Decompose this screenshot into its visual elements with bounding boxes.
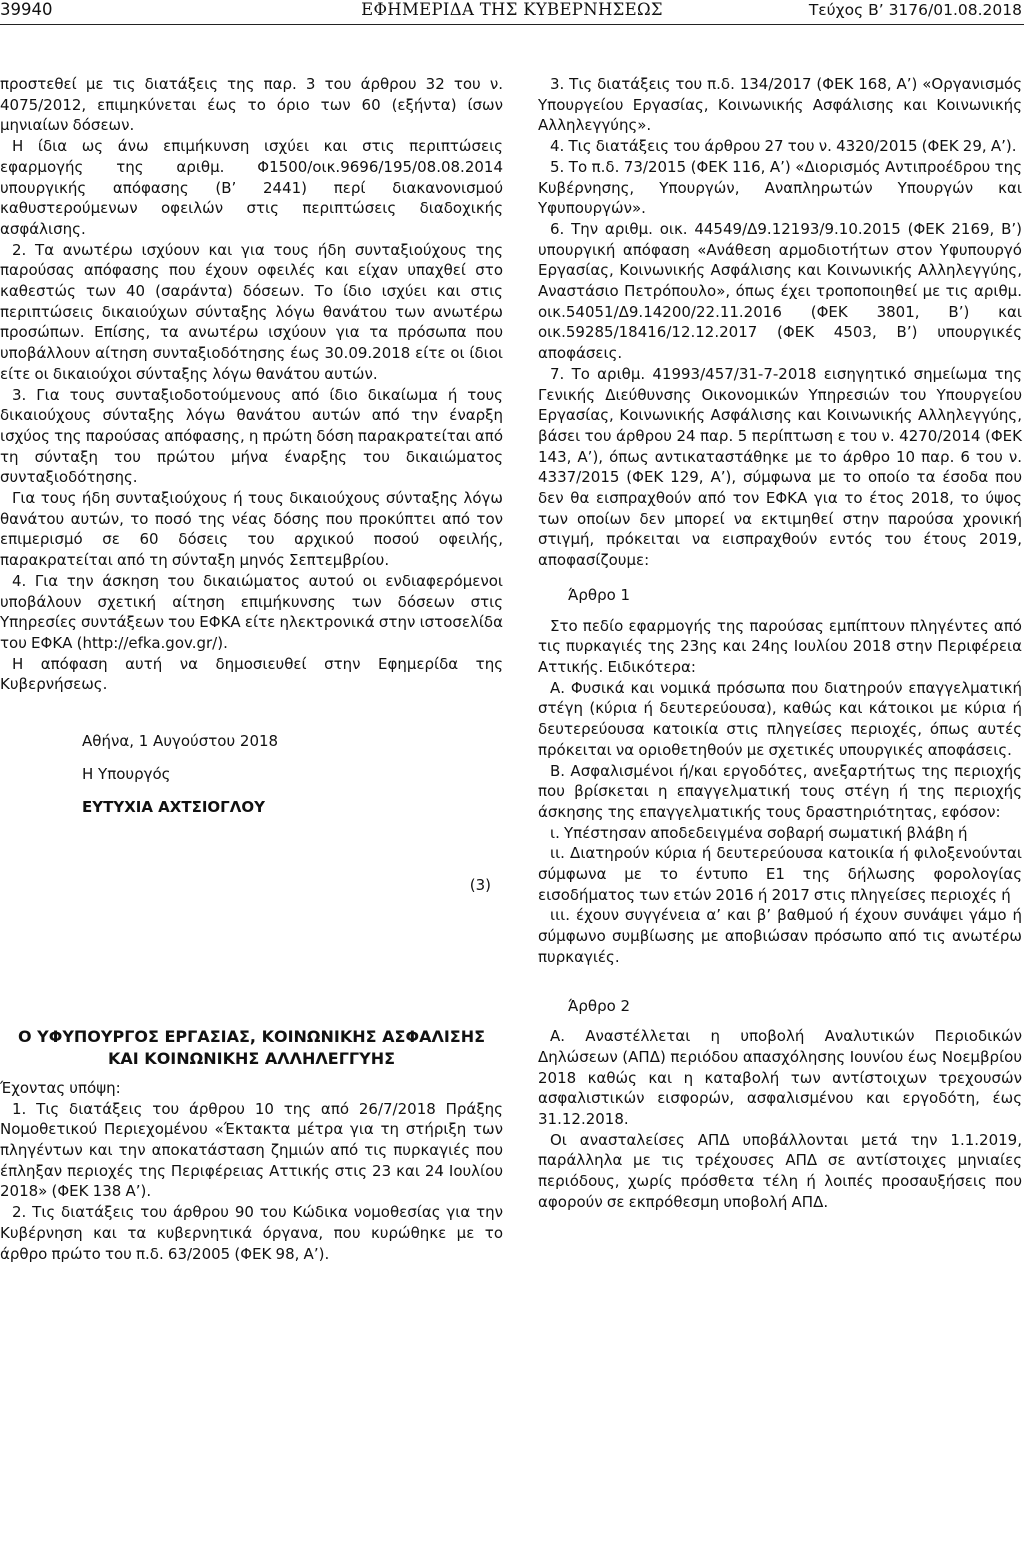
list-item: ιι. Διατηρούν κύρια ή δευτερεύουσα κατοικία ή φιλοξενούνται σύμφωνα με το έντυπο Ε1 της δήλωσης φορολογίας εισοδήματος των ετών 2016 ή 2017 στις πληγείσες περιοχές ή [538,844,1022,904]
paragraph: Β. Ασφαλισμένοι ή/και εργοδότες, ανεξαρτήτως της περιοχής που βρίσκεται η επαγγελματική τους στέγη ή της περιοχής άσκησης της επαγγελματικής τους δραστηριότητας, εφόσον: [538,761,1022,821]
recital-item: 4. Τις διατάξεις του άρθρου 27 του ν. 4320/2015 (ΦΕΚ 29, Α’). [550,137,1017,156]
paragraph: Οι ανασταλείσες ΑΠΔ υποβάλλονται μετά την 1.1.2019, παράλληλα με τις τρέχουσες ΑΠΔ σε αντίστοιχες μηνιαίες περιόδους, χωρίς πρόσθετα τέλη ή λοιπές προσαυξήσεις που αφορούν σε εκπρόθεσμη υποβολή ΑΠΔ. [538,1130,1022,1211]
recital-item: 2. Τις διατάξεις του άρθρου 90 του Κώδικα νομοθεσίας για την Κυβέρνηση και τα κυβερνητικά όργανα, που κυρώθηκε με το άρθρο πρώτο του π.δ. 63/2005 (ΦΕΚ 98, Α’). [0,1203,503,1263]
paragraph: Η ίδια ως άνω επιμήκυνση ισχύει και στις περιπτώσεις εφαρμογής της αριθμ. Φ1500/οικ.9696/195/08.08.2014 υπουργικής απόφασης (Β’ 2441) περί διακανονισμού καθυστερούμενων οφειλών στις περιπτώσεις διαδοχικής ασφάλισης. [0,137,503,238]
paragraph: Α. Αναστέλλεται η υποβολή Αναλυτικών Περιοδικών Δηλώσεων (ΑΠΔ) περιόδου απασχόλησης Ιουνίου έως Νοεμβρίου 2018 καθώς και η καταβολή των αντίστοιχων τρεχουσών ασφαλιστικών εισφορών, ασφαλισμένου και εργοδότη, έως 31.12.2018. [538,1027,1022,1129]
paragraph: Η απόφαση αυτή να δημοσιευθεί στην Εφημερίδα της Κυβερνήσεως. [0,654,503,694]
recital-item: 5. Το π.δ. 73/2015 (ΦΕΚ 116, Α’) «Διορισμός Αντιπροέδρου της Κυβέρνησης, Υπουργών, Αναπληρωτών Υπουργών και Υφυπουργών». [538,157,1022,218]
signature-role: Η Υπουργός [82,764,171,783]
article-1-title: Άρθρο 1 [568,585,631,604]
paragraph: 4. Για την άσκηση του δικαιώματος αυτού οι ενδιαφερόμενοι υποβάλουν σχετική αίτηση επιμήκυνσης των δόσεων στις Υπηρεσίες συντάξεων του ΕΦΚΑ είτε ηλεκτρονικά στην ιστοσελίδα του ΕΦΚΑ (http://efka.gov.gr/). [0,571,503,652]
left-column [0,74,503,1264]
paragraph: Α. Φυσικά και νομικά πρόσωπα που διατηρούν επαγγελματική στέγη (κύρια ή δευτερεύουσα), καθώς και κάτοικοι με κύρια ή δευτερεύουσα κατοικία στις πληγείσες περιοχές, όπως αυτές πρόκειται να οριοθετηθούν με σχετικές υπουργικές αποφάσεις. [538,678,1022,759]
paragraph: Για τους ήδη συνταξιούχους ή τους δικαιούχους σύνταξης λόγω θανάτου αυτών, το ποσό της νέας δόσης που προκύπτει από τον επιμερισμό σε 60 δόσεις του αρχικού ποσού οφειλής, παρακρατείται από τη σύνταξη μηνός Σεπτεμβρίου. [0,489,503,570]
having-regard-label: Έχοντας υπόψη: [0,1078,121,1097]
paragraph: προστεθεί με τις διατάξεις της παρ. 3 του άρθρου 32 του ν. 4075/2012, επιμηκύνεται έως το όριο των 60 (εξήντα) ίσων μηνιαίων δόσεων. [0,75,503,135]
recital-item: 3. Τις διατάξεις του π.δ. 134/2017 (ΦΕΚ 168, Α’) «Οργανισμός Υπουργείου Εργασίας, Κοινωνικής Ασφάλισης και Κοινωνικής Αλληλεγγύης». [538,75,1022,135]
paragraph: Στο πεδίο εφαρμογής της παρούσας εμπίπτουν πληγέντες από τις πυρκαγιές της 23ης και 24ης Ιουλίου 2018 στην Περιφέρεια Αττικής. Ειδικότερα: [538,616,1022,676]
list-item: ιιι. έχουν συγγένεια α’ και β’ βαθμού ή έχουν συνάψει γάμο ή σύμφωνο συμβίωσης με αποβιώσαν πρόσωπο από τις ανωτέρω πυρκαγιές. [538,906,1022,966]
section-heading: Ο ΥΦΥΠΟΥΡΓΟΣ ΕΡΓΑΣΙΑΣ, ΚΟΙΝΩΝΙΚΗΣ ΑΣΦΑΛΙΣΗΣ ΚΑΙ ΚΟΙΝΩΝΙΚΗΣ ΑΛΛΗΛΕΓΓΥΗΣ [17,1026,486,1068]
right-column [538,74,1022,1213]
signature-block [82,731,503,817]
paragraph: 2. Τα ανωτέρω ισχύουν και για τους ήδη συνταξιούχους της παρούσας απόφασης που έχουν οφειλές και είχαν υπαχθεί στο καθεστώς των 40 (σαράντα) δόσεων. Το ίδιο ισχύει και στις περιπτώσεις δικαιούχων σύνταξης λόγω θανάτου των ανωτέρω προσώπων. Επίσης, τα ανωτέρω ισχύουν για τα πρόσωπα που υποβάλλουν αίτηση συνταξιοδότησης έως 30.09.2018 είτε οι ίδιοι είτε οι δικαιούχοι σύνταξης λόγω θανάτου αυτών. [0,240,503,383]
recital-item: 1. Τις διατάξεις του άρθρου 10 της από 26/7/2018 Πράξης Νομοθετικού Περιεχομένου «Έκτακτα μέτρα για τη στήριξη των πληγέντων και την αποκατάσταση ζημιών από τις πυρκαγιές που έπληξαν περιοχές της Περιφέρειας Αττικής στις 23 και 24 Ιουλίου 2018» (ΦΕΚ 138 Α’). [0,1099,503,1201]
signature-name: ΕΥΤΥΧΙΑ ΑΧΤΣΙΟΓΛΟΥ [82,797,265,816]
page-header [0,0,1024,22]
page-number: 39940 [0,0,53,19]
issue-number: Τεύχος Β’ 3176/01.08.2018 [808,1,1022,19]
list-item: ι. Υπέστησαν αποδεδειγμένα σοβαρή σωματική βλάβη ή [550,823,968,842]
recital-item: 6. Την αριθμ. οικ. 44549/Δ9.12193/9.10.2015 (ΦΕΚ 2169, Β’) υπουργική απόφαση «Ανάθεση αρμοδιοτήτων στον Υφυπουργό Εργασίας, Κοινωνικής Ασφάλισης και Κοινωνικής Αλληλεγγύης, Αναστάσιο Πετρόπουλο», όπως έχει τροποποιηθεί με τις αριθμ. οικ.54051/Δ9.14200/22.11.2016 (ΦΕΚ 3801, Β’) και οικ.59285/18416/12.12.2017 (ΦΕΚ 4503, Β’) υπουργικές αποφάσεις. [538,219,1022,363]
paragraph: 3. Για τους συνταξιοδοτούμενους από ίδιο δικαίωμα ή τους δικαιούχους σύνταξης λόγω θανάτου αυτών από την έναρξη ισχύος της παρούσας απόφασης, η πρώτη δόση παρακρατείται από τη σύνταξη του πρώτου μήνα έναρξης του δικαιώματος συνταξιοδότησης. [0,385,503,487]
decision-number: (3) [469,876,491,895]
recital-item: 7. Το αριθμ. 41993/457/31-7-2018 εισηγητικό σημείωμα της Γενικής Διεύθυνσης Οικονομικών Υπηρεσιών του Υπουργείου Εργασίας, Κοινωνικής Ασφάλισης και Κοινωνικής Αλληλεγγύης, βάσει του άρθρου 24 παρ. 5 περίπτωση ε του ν. 4270/2014 (ΦΕΚ 143, Α’), όπως αντικαταστάθηκε με το άρθρο 10 παρ. 6 του ν. 4337/2015 (ΦΕΚ 129, Α’), σύμφωνα με το οποίο τα έσοδα που δεν θα εισπραχθούν από τον ΕΦΚΑ για το έτος 2018, το ύψος των οποίων δεν μπορεί να εκτιμηθεί στην παρούσα χρονική στιγμή, πρόκειται να εισπραχθούν εντός του έτους 2019, αποφασίζουμε: [538,364,1022,570]
gazette-title: ΕΦΗΜΕΡΙΔΑ ΤΗΣ ΚΥΒΕΡΝΗΣΕΩΣ [361,0,663,19]
signature-place-date: Αθήνα, 1 Αυγούστου 2018 [82,732,279,751]
header-rule [0,24,1024,25]
article-2-title: Άρθρο 2 [568,996,631,1015]
